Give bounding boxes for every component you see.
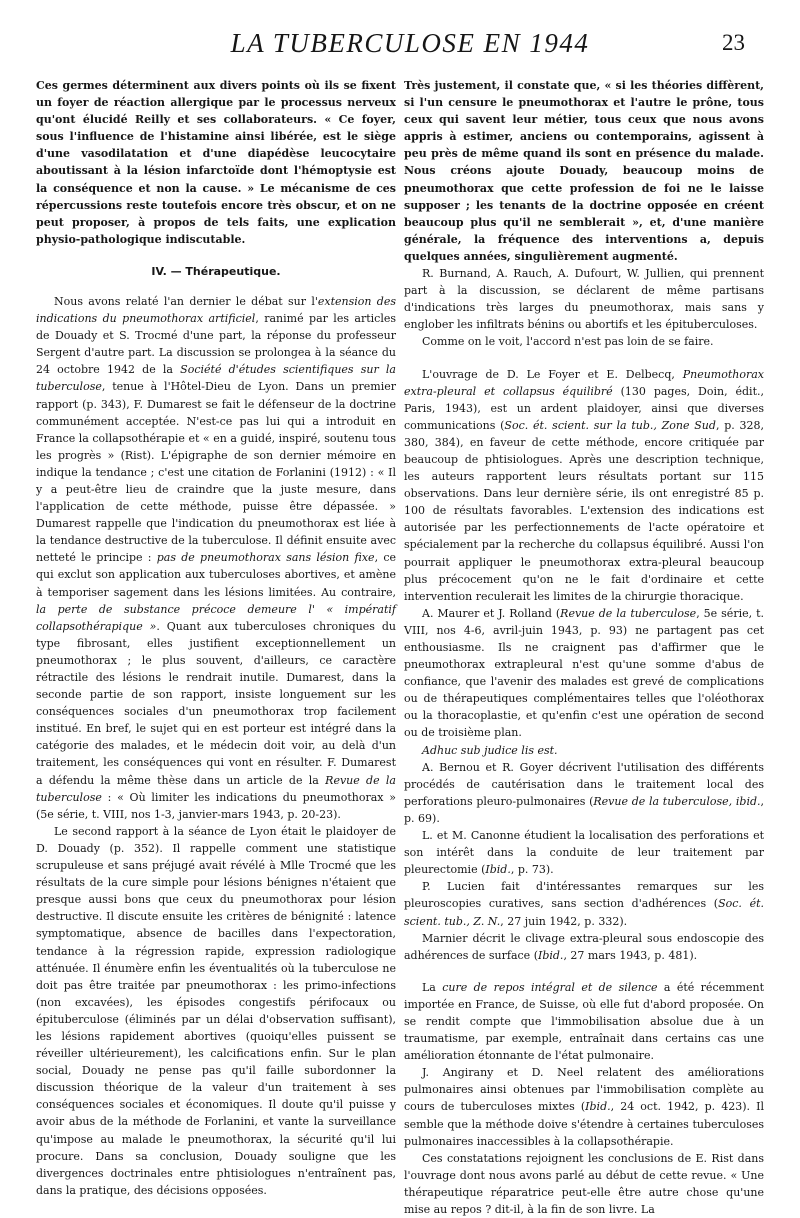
text-run: , 24 oct. 1942, p. 423). Il semble que la méthode doive s'étendre à certaines tuberculoses pulmonaires inaccessibles à la collapsothérapie. (404, 1100, 764, 1148)
paragraph-angirany (404, 1064, 764, 1149)
paragraph-second-rapport: Le second rapport à la séance de Lyon était le plaidoyer de D. Douady (p. 352). Il rappelle comment une statistique scrupuleuse et sans préjugé avait révélé à Mlle Trocmé que les résultats de la cure simple pour lésions bénignes n'étaient que presque aussi bons que ceux du pneumothorax pour lésion destructive. Il discute ensuite les critères de bénignité : latence symptomatique, absence de bacilles dans l'expectoration, tendance à la régression rapide, expression radiologique atténuée. Il énumère enfin les éventualités où la tuberculose ne doit pas être traitée par pneumothorax : les primo-infections (non excavées), les épisodes congestifs périfocaux ou épituberculose (éliminés par un délai d'observation suffisant), les lésions rapidement abortives (quoiqu'elles puissent se réveiller ultérieurement), les calcifications enfin. Sur le plan social, Douady ne pense pas qu'il faille subordonner la discussion théorique de la valeur d'un traitement à ses conséquences sociales et économiques. Il doute qu'il puisse y avoir abus de la méthode de Forlanini, et vante la surveillance qu'impose au malade le pneumothorax, la sécurité qu'il lui procure. Dans sa conclusion, Douady souligne que les divergences doctrinales entre phtisiologues n'entraînent pas, dans la pratique, des décisions opposées. (36, 824, 396, 1197)
text-run: A. Maurer et J. Rolland ( (422, 606, 561, 620)
italic-run: Pneumothorax extra-pleural et collapsus équilibré (404, 367, 764, 398)
paragraph-lucien (404, 878, 764, 929)
paragraph-bernou (404, 759, 764, 827)
paragraph-canonne (404, 827, 764, 878)
italic-run: pas de pneumothorax sans lésion fixe (156, 551, 375, 565)
right-column (404, 77, 764, 1218)
text-run: A. Bernou et R. Goyer décrivent l'utilisation des différents procédés de cautérisation dans le traitement local des perforations pleuro-pulmonaires ( (404, 760, 764, 808)
paragraph-comme: Comme on le voit, l'accord n'est pas loin de se faire. (422, 335, 714, 349)
left-column (36, 77, 396, 1199)
italic-run: Ibid. (485, 863, 511, 877)
journal-title: LA TUBERCULOSE EN 1944 (230, 28, 590, 58)
paragraph-constatations: Ces constatations rejoignent les conclusions de E. Rist dans l'ouvrage dont nous avons parlé au début de cette revue. « Une thérapeutique réparatrice peut-elle être autre chose qu'une mise au repos ? dit-il, à la fin de son livre. La (404, 1151, 764, 1216)
italic-run: Ibid. (537, 948, 564, 962)
text-run: La (422, 980, 443, 994)
paragraph-burnand: R. Burnand, A. Rauch, A. Dufourt, W. Jullien, qui prennent part à la discussion, se déclarent de même partisans d'indications très larges du pneumothorax, mais sans y englober les infiltrats bénins ou abortifs et les épituberculoses. (404, 267, 764, 332)
italic-run: Revue de la tuberculose (36, 773, 396, 804)
text-run: L'ouvrage de D. Le Foyer et E. Delbecq, (422, 367, 683, 381)
italic-run: extension des indications du pneumothorax artificiel (36, 294, 396, 326)
paragraph-marnier (404, 930, 764, 964)
text-run: , 5e série, t. VIII, nos 4-6, avril-juin 1943, p. 93) ne partagent pas cet enthousiasme. Ils ne craignent pas d'affirmer que le pneumothorax extrapleural n'est qu'une somme d'abus de confiance, que l'avenir des malades est grevé de complications ou de thérapeutiques complémentaires telles que l'oléothorax ou la thoracoplastie, et qu'enfin c'est une opération de second ou de troisième plan. (404, 606, 764, 740)
text-run: , tenue à l'Hôtel-Dieu de Lyon. Dans un premier rapport (p. 343), F. Dumarest se fait le défenseur de la doctrine communément acceptée. N'est-ce pas lui qui a introduit en France la collapsothérapie et « en a guidé, inspiré, soutenu tous les progrès » (Rist). L'épigraphe de son dernier mémoire en indique la tendance ; c'est une citation de Forlanini (1912) : « Il y a peut-être lieu de craindre que la juste mesure, dans l'application de cette méthode, puisse être dépassée. » Dumarest rappelle que l'indication du pneumothorax est liée à la tendance destructive de la tuberculose. Il définit ensuite avec netteté le principe : (36, 380, 396, 565)
paragraph-maurer (404, 605, 764, 742)
italic-run: Ibid. (585, 1100, 611, 1114)
text-run: . Quant aux tuberculoses chroniques du type fibrosant, elles justifient exceptionnellement un pneumothorax ; le plus souvent, d'ailleurs, ce caractère rétractile des lésions le rendrait inutile. Dumarest, dans la seconde partie de son rapport, insiste longuement sur les conséquences sociales d'un pneumothorax trop facilement institué. En bref, le sujet qui en est porteur est intégré dans la catégorie des malades, et le médecin doit voir, au delà d'un traitement, les conséquences qui vont en résulter. F. Dumarest a défendu la même thèse dans un article de la (36, 619, 396, 787)
paragraph-adhuc: Adhuc sub judice lis est. (422, 743, 558, 757)
text-run: a été récemment importée en France, de Suisse, où elle fut d'abord proposée. On se rendit compte que l'immobilisation absolue due à un traumatisme, par exemple, entraînait dans certains cas une amélioration étonnante de l'état pulmonaire. (404, 980, 764, 1063)
section-heading: IV. — Thérapeutique. (151, 264, 281, 278)
italic-run: Société d'études scientifiques sur la tuberculose (36, 363, 396, 394)
text-run: , ranimé par les articles de Douady et S. Trocmé d'une part, la réponse du professeur Sergent d'autre part. La discussion se prolongea à la séance du 24 octobre 1942 de la (36, 312, 396, 377)
text-run: P. Lucien fait d'intéressantes remarques sur les pleuroscopies curatives, sans section d'adhérences ( (404, 880, 764, 911)
paragraph-cure-repos (404, 979, 764, 1064)
text-run: (130 pages, Doin, édit., Paris, 1943), est un ardent plaidoyer, ainsi que diverses communications ( (404, 384, 764, 432)
text-run: : « Où limiter les indications du pneumothorax » (5e série, t. VIII, nos 1-3, janvier-mars 1943, p. 20-23). (36, 790, 396, 821)
italic-run: la perte de substance précoce demeure l' « impératif collapsothérapique » (36, 602, 396, 633)
paragraph-intro: Ces germes déterminent aux divers points où ils se fixent un foyer de réaction allergique par le processus nerveux qu'ont élucidé Reilly et ses collaborateurs. « Ce foyer, sous l'influence de l'histamine ainsi libérée, est le siège d'une vasodilatation et d'une diapédèse leucocytaire aboutissant à la lésion infarctoïde dont l'hémoptysie est la conséquence et non la cause. » Le mécanisme de ces répercussions reste toutefois encore très obscur, et on ne peut proposer, à propos de tels faits, une explication physio-pathologique indiscutable. (36, 79, 396, 246)
text-run: , p. 73). (510, 863, 554, 877)
text-run: , 27 mars 1943, p. 481). (563, 948, 698, 962)
text-run: , p. 69). (404, 794, 764, 825)
text-run: , 27 juin 1942, p. 332). (500, 914, 628, 928)
italic-run: Soc. ét. scient. tub., Z. N. (404, 897, 765, 928)
page-header (0, 0, 800, 76)
italic-run: Soc. ét. scient. sur la tub., Zone Sud (504, 418, 716, 432)
italic-run: Revue de la tuberculose (560, 606, 697, 620)
page-number: 23 (722, 30, 745, 55)
text-run: Nous avons relaté l'an dernier le débat sur l' (54, 294, 318, 308)
italic-run: cure de repos intégral et de silence (442, 980, 658, 994)
italic-run: Revue de la tuberculose, ibid. (593, 794, 761, 808)
text-run: Marnier décrit le clivage extra-pleural sous endoscopie des adhérences de surface ( (404, 931, 764, 962)
paragraph-justement: Très justement, il constate que, « si les théories diffèrent, si l'un censure le pneumothorax et l'autre le prône, tous ceux qui savent leur métier, tous ceux que nous avons appris à estimer, anciens ou contemporains, agissent à peu près de même quand ils sont en présence du malade. Nous créons ajoute Douady, beaucoup moins de pneumothorax que cette profession de foi ne le laisse supposer ; les tenants de la doctrine opposée en créent beaucoup plus qu'il ne semblerait », et, d'une manière générale, la fréquence des interventions a, depuis quelques années, singulièrement augmenté. (404, 79, 764, 263)
text-run: , p. 328, 380, 384), en faveur de cette méthode, encore critiquée par beaucoup de phtisiologues. Après une description technique, les auteurs rapportent leurs résultats portant sur 115 observations. Dans leur dernière série, ils ont enregistré 85 p. 100 de résultats favorables. L'extension des indications est autorisée par les perfectionnements de l'acte opératoire et spécialement par la recherche du collapsus équilibré. Aussi l'on pourrait appliquer le pneumothorax extra-pleural beaucoup plus précocement qu'on ne le fait d'ordinaire et cette intervention reculerait les limites de la chirurgie thoracique. (404, 418, 764, 603)
text-run: , ce qui exclut son application aux tuberculoses abortives, et amène à temporiser sagement dans les lésions limitées. Au contraire, (36, 551, 396, 599)
text-run: J. Angirany et D. Neel relatent des améliorations pulmonaires ainsi obtenues par l'immobilisation complète au cours de tuberculoses mixtes ( (404, 1066, 764, 1114)
paragraph-lefoyer (404, 366, 764, 605)
text-run: L. et M. Canonne étudient la localisation des perforations et son intérêt dans la conduite de leur traitement par pleurectomie ( (404, 829, 764, 877)
paragraph-debat (36, 293, 396, 823)
